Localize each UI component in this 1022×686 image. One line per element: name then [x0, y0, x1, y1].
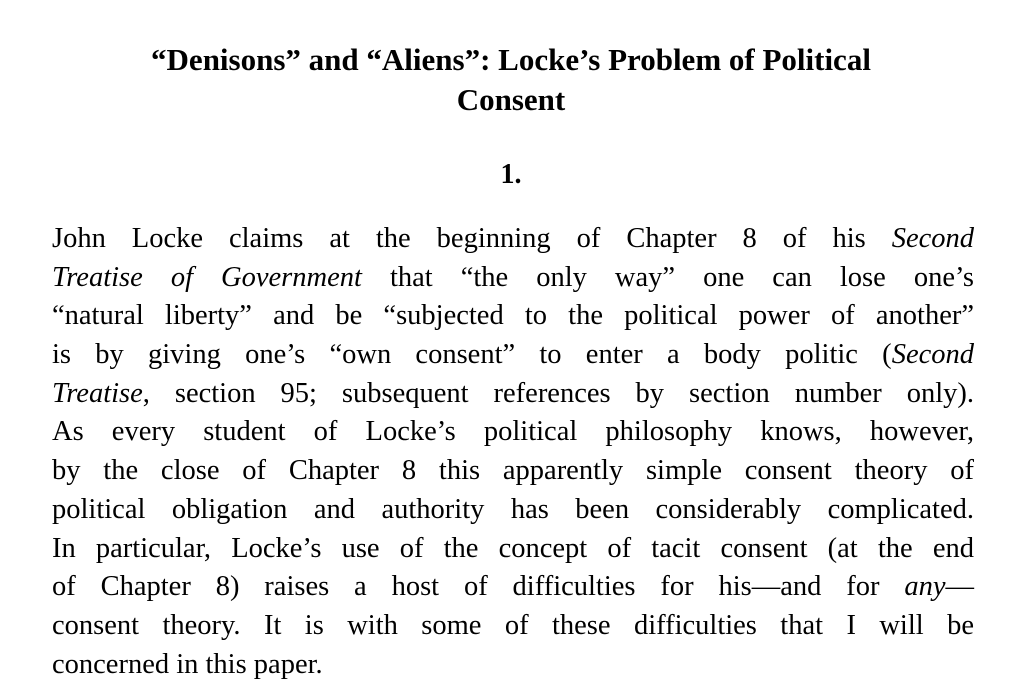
paragraph-line-9: In particular, Locke’s use of the concept of tacit consent (at the end [52, 532, 974, 564]
line-5-text: , section 95; subsequent references by section number only). [142, 377, 974, 409]
paragraph-line-11: consent theory. It is with some of these difficulties that I will be [52, 609, 974, 641]
body-paragraph [52, 220, 974, 684]
line-4-italic: Second [891, 339, 974, 371]
paragraph-line-3: “natural liberty” and be “subjected to the political power of another” [52, 300, 974, 332]
line-10-italic: any [904, 571, 946, 603]
paragraph-line-10 [52, 568, 974, 607]
paragraph-line-6: As every student of Locke’s political philosophy knows, however, [52, 416, 974, 448]
paragraph-line-5 [52, 375, 974, 414]
paragraph-line-12: concerned in this paper. [52, 648, 323, 680]
line-1-text: John Locke claims at the beginning of Chapter 8 of his [52, 223, 892, 254]
paper-title-line-1: “Denisons” and “Aliens”: Locke’s Problem of Political [151, 42, 871, 77]
section-number: 1. [500, 159, 522, 190]
line-2-italic: Treatise of Government [52, 261, 362, 293]
line-1-italic: Second [891, 223, 974, 254]
line-10-dash: — [945, 571, 974, 603]
line-10-text: of Chapter 8) raises a host of difficulties for his—and for [52, 571, 905, 603]
paragraph-line-8: political obligation and authority has been considerably complicated. [52, 493, 974, 525]
line-2-text: that “the only way” one can lose one’s [361, 261, 974, 293]
paragraph-line-1 [52, 220, 974, 259]
paper-title [40, 40, 982, 120]
paper-title-line-2: Consent [456, 82, 566, 117]
line-5-italic: Treatise [52, 377, 143, 409]
line-4-text: is by giving one’s “own consent” to enter a body politic ( [52, 339, 892, 371]
paragraph-line-2 [52, 259, 974, 298]
paragraph-line-4 [52, 336, 974, 375]
paragraph-line-7: by the close of Chapter 8 this apparently simple consent theory of [52, 455, 974, 487]
